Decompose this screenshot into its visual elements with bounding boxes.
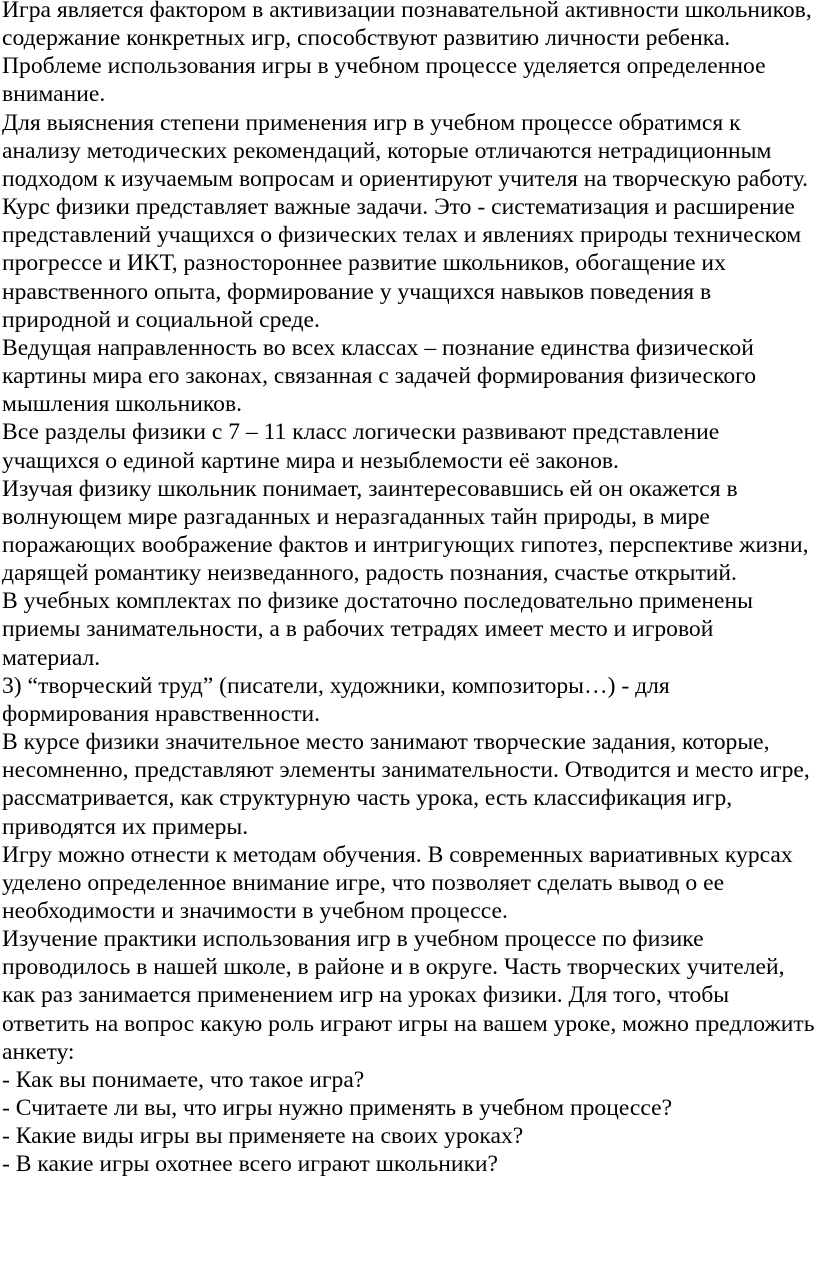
survey-question: - Какие виды игры вы применяете на своих уроках? <box>2 1123 524 1150</box>
paragraph-practice-study: Изучение практики использования игр в учебном процессе по физике проводилось в нашей школе, в районе и в округе. Часть творческих учителей, как раз занимается применением игр на уроках физики. Для того, чтобы ответить на вопрос какую роль играют игры на вашем уроке, можно предложить анкету: <box>2 926 815 1065</box>
paragraph-creative-tasks: В курсе физики значительное место занимают творческие задания, которые, несомненно, представляют элементы занимательности. Отводится и место игре, рассматривается, как структурную часть урока, есть классификация игр, приводятся их примеры. <box>2 729 810 840</box>
paragraph-game-as-method: Игру можно отнести к методам обучения. В современных вариативных курсах уделено определенное внимание игре, что позволяет сделать вывод о ее необходимости и значимости в учебном процессе. <box>2 841 793 924</box>
paragraph-studying-physics: Изучая физику школьник понимает, заинтересовавшись ей он окажется в волнующем мире разгаданных и неразгаданных тайн природы, в мире поражающих воображение фактов и интригующих гипотез, перспективе жизни, дарящей романтику неизведанного, радость познания, счастье открытий. <box>2 475 809 587</box>
paragraph-problem-attention: Проблеме использования игры в учебном процессе уделяется определенное внимание. <box>2 53 766 108</box>
survey-question: - Считаете ли вы, что игры нужно применять в учебном процессе? <box>2 1095 673 1122</box>
paragraph-game-factor: Игра является фактором в активизации познавательной активности школьников, содержание конкретных игр, способствуют развитию личности ребенка. <box>2 0 812 52</box>
survey-question: - В какие игры охотнее всего играют школьники? <box>2 1151 499 1178</box>
paragraph-leading-direction: Ведущая направленность во всех классах – познание единства физической картины мира его законах, связанная с задачей формирования физического мышления школьников. <box>2 334 757 418</box>
paragraph-physics-course-tasks: Курс физики представляет важные задачи. Это - систематизация и расширение представлений учащихся о физических телах и явлениях природы техническом прогрессе и ИКТ, разностороннее развитие школьников, обогащение их нравственного опыта, формирование у учащихся навыков поведения в природной и социальной среде. <box>2 194 802 333</box>
paragraph-creative-work: 3) “творческий труд” (писатели, художники, композиторы…) - для формирования нравственности. <box>2 672 670 727</box>
paragraph-physics-sections: Все разделы физики с 7 – 11 класс логически развивают представление учащихся о единой картине мира и незыблемости её законов. <box>2 419 720 474</box>
paragraph-educational-kits: В учебных комплектах по физике достаточно последовательно применены приемы занимательности, а в рабочих тетрадях имеет место и игровой материал. <box>2 588 753 671</box>
survey-question: - Как вы понимаете, что такое игра? <box>2 1066 365 1093</box>
paragraph-methodical-recommendations: Для выяснения степени применения игр в учебном процессе обратимся к анализу методических рекомендаций, которые отличаются нетрадиционным подходом к изучаемым вопросам и ориентируют учителя на творческую работу. <box>2 109 809 192</box>
